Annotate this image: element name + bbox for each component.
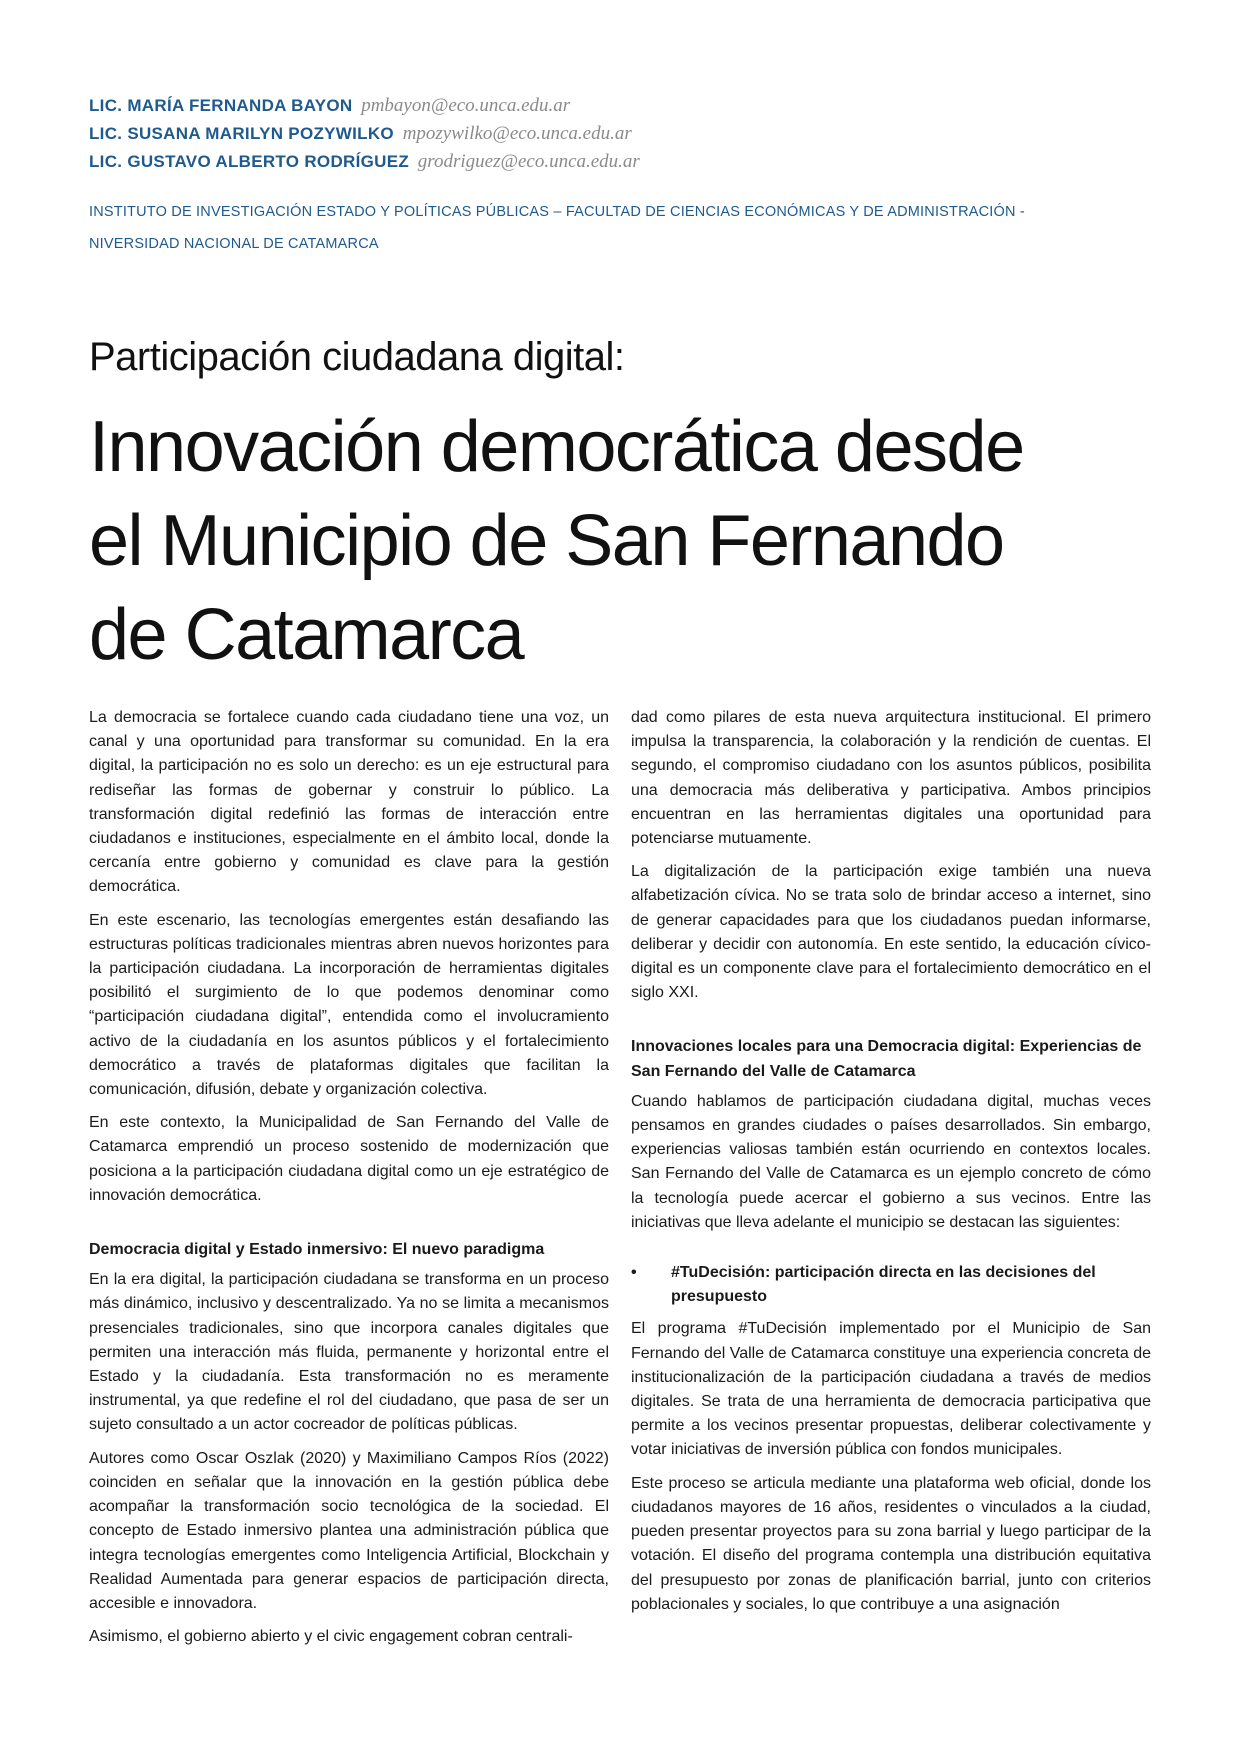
- paragraph: En este escenario, las tecnologías emergentes están desafiando las estructuras políticas tradicionales mientras abren nuevos horizontes para la participación ciudadana. La incorporación de herramientas digitales posibilitó el surgimiento de lo que podemos denominar como “participación ciudadana digital”, entendida como el involucramiento activo de la ciudadanía en los asuntos públicos y el fortalecimiento democrático a través de plataformas digitales que facilitan la comunicación, difusión, debate y organización colectiva.: [89, 911, 609, 1099]
- paragraph: En la era digital, la participación ciudadana se transforma en un proceso más dinámico, inclusivo y descentralizado. Ya no se limita a mecanismos presenciales tradicionales, sino que incorpora canales digitales que permiten una interacción más fluida, permanente y horizontal entre el Estado y la ciudadanía. Esta transformación no es meramente instrumental, ya que redefine el rol del ciudadano, que pasa de ser un sujeto consultado a un actor cocreador de políticas públicas.: [89, 1271, 609, 1434]
- paragraph: Autores como Oscar Oszlak (2020) y Maximiliano Campos Ríos (2022) coinciden en señalar que la innovación en la gestión pública debe acompañar la transformación socio tecnológica de la sociedad. El concepto de Estado inmersivo plantea una administración pública que integra tecnologías emergentes como Inteligencia Artificial, Blockchain y Realidad Aumentada para generar espacios de participación directa, accesible e innovadora.: [89, 1449, 609, 1612]
- title-line-1: Innovación democrática desde: [89, 407, 1024, 487]
- title-line-2: el Municipio de San Fernando: [89, 501, 1004, 581]
- author-email[interactable]: mpozywilko@eco.unca.edu.ar: [402, 123, 632, 144]
- author-email[interactable]: grodriguez@eco.unca.edu.ar: [417, 151, 640, 172]
- affiliation: [89, 196, 1169, 260]
- paragraph: Este proceso se articula mediante una plataforma web oficial, donde los ciudadanos mayores de 16 años, residentes o vinculados a la ciudad, pueden presentar proyectos para su zona barrial y luego participar de la votación. El diseño del programa contempla una distribución equitativa del presupuesto por zonas de planificación barrial, junto con criterios poblacionales y sociales, lo que contribuye a una asignación: [631, 1474, 1151, 1613]
- author-name: LIC. SUSANA MARILYN POZYWILKO: [89, 124, 394, 143]
- paragraph: El programa #TuDecisión implementado por el Municipio de San Fernando del Valle de Catamarca constituye una experiencia concreta de institucionalización de la participación ciudadana a través de medios digitales. Se trata de una herramienta de democracia participativa que permite a los vecinos presentar propuestas, deliberar colectivamente y votar iniciativas de inversión pública con fondos municipales.: [631, 1320, 1152, 1459]
- bullet-item: [631, 1261, 1151, 1309]
- paragraph: Cuando hablamos de participación ciudadana digital, muchas veces pensamos en grandes ciudades o países desarrollados. Sin embargo, experiencias valiosas también están ocurriendo en contextos locales. San Fernando del Valle de Catamarca es un ejemplo concreto de cómo la tecnología puede acercar el gobierno a sus vecinos. Entre las iniciativas que lleva adelante el municipio se destacan las siguientes:: [631, 1092, 1151, 1231]
- left-column: [89, 706, 609, 1658]
- affiliation-line-2: NIVERSIDAD NACIONAL DE CATAMARCA: [89, 236, 379, 252]
- affiliation-line-1: INSTITUTO DE INVESTIGACIÓN ESTADO Y POLÍTICAS PÚBLICAS – FACULTAD DE CIENCIAS ECONÓMICAS Y DE ADMINISTRACIÓN -: [89, 204, 1025, 220]
- author-name: LIC. MARÍA FERNANDA BAYON: [89, 96, 353, 115]
- article-kicker: Participación ciudadana digital:: [89, 335, 625, 379]
- section-heading: Democracia digital y Estado inmersivo: El nuevo paradigma: [89, 1241, 545, 1259]
- paragraph: dad como pilares de esta nueva arquitectura institucional. El primero impulsa la transparencia, la colaboración y la rendición de cuentas. El segundo, el compromiso ciudadano con los asuntos públicos, posibilita una democracia más deliberativa y participativa. Ambos principios encuentran en las herramientas digitales una oportunidad para potenciarse mutuamente.: [631, 709, 1151, 848]
- section-heading: Innovaciones locales para una Democracia digital: Experiencias de San Fernando del Valle de Catamarca: [631, 1038, 1142, 1080]
- author-line: [89, 148, 640, 176]
- paragraph: En este contexto, la Municipalidad de San Fernando del Valle de Catamarca emprendió un proceso sostenido de modernización que posiciona a la participación ciudadana digital como un eje estratégico de innovación democrática.: [89, 1114, 609, 1204]
- bullet-marker: •: [631, 1264, 637, 1282]
- author-name: LIC. GUSTAVO ALBERTO RODRÍGUEZ: [89, 152, 410, 171]
- author-list: [89, 92, 640, 176]
- title-line-3: de Catamarca: [89, 595, 524, 675]
- author-email[interactable]: pmbayon@eco.unca.edu.ar: [361, 95, 571, 116]
- paragraph: Asimismo, el gobierno abierto y el civic engagement cobran centrali-: [89, 1628, 573, 1646]
- author-line: [89, 92, 640, 120]
- author-line: [89, 120, 640, 148]
- article-title: [89, 400, 1189, 682]
- paragraph: La democracia se fortalece cuando cada ciudadano tiene una voz, un canal y una oportunidad para transformar su comunidad. En la era digital, la participación no es solo un derecho: es un eje estructural para rediseñar las formas de gobernar y construir lo público. La transformación digital redefinió las formas de interacción entre ciudadanos e instituciones, especialmente en el ámbito local, donde la cercanía entre gobierno y comunidad es clave para la gestión democrática.: [89, 709, 609, 896]
- bullet-text: #TuDecisión: participación directa en las decisiones del presupuesto: [671, 1264, 1096, 1306]
- right-column: [631, 706, 1151, 1626]
- paragraph: La digitalización de la participación exige también una nueva alfabetización cívica. No se trata solo de brindar acceso a internet, sino de generar capacidades para que los ciudadanos puedan informarse, deliberar y decidir con autonomía. En este sentido, la educación cívico-digital es un componente clave para el fortalecimiento democrático en el siglo XXI.: [631, 863, 1151, 1002]
